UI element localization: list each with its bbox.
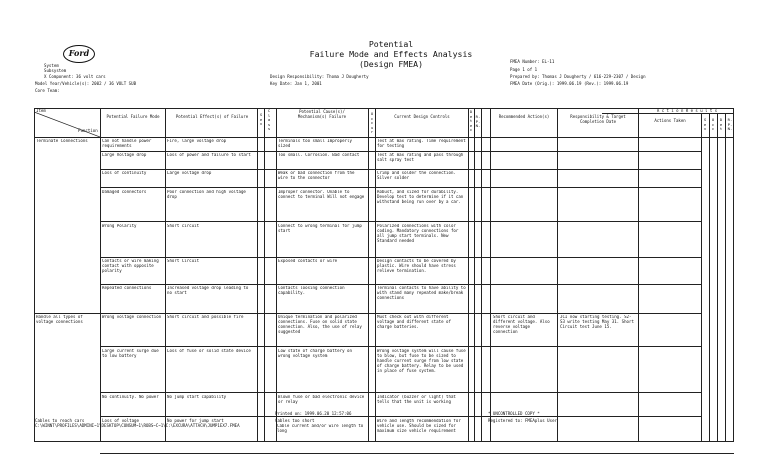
col-header-res-det: D e t bbox=[719, 117, 723, 132]
row-failure-mode: Wrong Polarity bbox=[102, 224, 137, 228]
system-label: System bbox=[44, 63, 59, 68]
row-line bbox=[100, 284, 701, 285]
col-header-res-occ: O c c bbox=[711, 117, 715, 132]
col-header-occur: O c c u r bbox=[370, 111, 374, 135]
row-cause: Blown fuse or bad electronic device or relay bbox=[278, 395, 365, 404]
ford-logo-text: Ford bbox=[68, 48, 90, 58]
row-control: Design contacts to be covered by plastic. Wire should have stress relieve termination. bbox=[377, 259, 456, 273]
registered-to: Registered to: FMEAplus User bbox=[488, 418, 558, 423]
row-failure-mode: No continuity. No power bbox=[102, 395, 159, 399]
row-control: Terminal contacts to have ability to with stand many repeated make/break connections bbox=[377, 286, 466, 300]
row-line bbox=[100, 257, 701, 258]
col-header-effects: Potential Effect(s) of Failure bbox=[175, 114, 249, 119]
col-header-failure-mode: Potential Failure Mode bbox=[106, 114, 160, 119]
row-cause: Terminals too small Improperly sized bbox=[278, 139, 352, 148]
row-cause: Unique termination and polarized connections. Fuse on solid state connection. Also, the use of relay suggested bbox=[278, 315, 362, 334]
col-header-actions-taken: Actions Taken bbox=[654, 118, 686, 123]
row-control: Must check out with different voltage and different state of charge batteries. bbox=[377, 315, 451, 329]
uncontrolled-copy: * UNCONTROLLED COPY * bbox=[488, 411, 540, 416]
row-item: Handle all types of voltage connections bbox=[36, 315, 83, 324]
row-effect: Increased voltage drop leading to no start bbox=[167, 286, 249, 295]
row-effect: Short circuit bbox=[167, 224, 200, 228]
row-cause: Low state of charge battery on wrong voltage system bbox=[278, 349, 352, 358]
overlap-wire-length: Wire and length recommendation for vehicle use. Should be sized for maximum size vehicle requirement bbox=[377, 419, 461, 433]
row-effect: Loss of fuse or solid state device bbox=[167, 349, 251, 353]
title-line-3: (Design FMEA) bbox=[358, 59, 424, 69]
row-responsibility: JCI now starting testing. S2-S3 write testing May 31. Short Circuit test June 15. bbox=[560, 315, 634, 329]
header-divider bbox=[34, 137, 734, 138]
subsystem-label: Subsystem bbox=[44, 68, 67, 73]
row-effect: Fire, large voltage drop bbox=[167, 139, 227, 143]
col-header-res-rpn: R. P. N. bbox=[727, 117, 733, 132]
row-failure-mode: Large current surge due to low battery bbox=[102, 349, 159, 358]
col-header-item: Item bbox=[36, 108, 46, 113]
row-cause: Weak or bad connection from the wire to the connector bbox=[278, 171, 355, 180]
row-line bbox=[100, 151, 701, 152]
title-line-2: Failure Mode and Effects Analysis bbox=[309, 49, 473, 59]
key-date: Key Date: Jan 1, 2001 bbox=[270, 81, 322, 86]
row-control: Polarized connections with color coding. Mandatory connections for all jump start terminals. New Standard needed bbox=[377, 224, 459, 243]
row-line bbox=[100, 169, 701, 170]
row-effect: No jump start capability bbox=[167, 395, 227, 399]
row-failure-mode: Contacts or wire making contact with opposite polarity bbox=[102, 259, 159, 273]
col-header-responsibility: Responsibility & Target Completion Date bbox=[570, 114, 626, 124]
row-line bbox=[100, 392, 701, 393]
row-failure-mode: Can not handle power requirements bbox=[102, 139, 152, 148]
col-header-detec: D e t e c bbox=[469, 109, 473, 133]
col-line bbox=[717, 113, 718, 442]
row-effect: Large voltage drop bbox=[167, 171, 212, 175]
overlap-cable-current: Cable current and/or wire length to long bbox=[277, 424, 364, 433]
row-control: Robust, and sized for durability. Develop test to determine if it can withstand being run over by a car. bbox=[377, 190, 464, 204]
col-header-class: C l a s s bbox=[267, 108, 271, 132]
row-cause: Improper connector. Unable to connect to terminal Will not engage bbox=[278, 190, 365, 199]
row-cause: Exposed contacts or wire bbox=[278, 259, 338, 263]
row-recommended-action: Short circuit and different voltage. Also reverse voltage connection bbox=[493, 315, 550, 334]
row-line bbox=[100, 187, 701, 188]
row-failure-mode: Large Voltage drop bbox=[102, 153, 147, 157]
row-control: Wrong voltage system will cause fuse to blow, but fuse to be sized to handle current surge from low state of charge battery. Relay to be used in place of fuse system. bbox=[377, 349, 466, 373]
col-header-recommended: Recommended Action(s) bbox=[498, 114, 550, 119]
row-effect: Loss of power and failure to start bbox=[167, 153, 251, 157]
col-line bbox=[709, 113, 710, 442]
row-cause: Too small. Corrosion. Bad contact bbox=[278, 153, 360, 157]
row-cause: Contacts loosing connection capability. bbox=[278, 286, 345, 295]
row-effect: Poor connection and high voltage drop bbox=[167, 190, 246, 199]
design-responsibility: Design Responsibility: Thoma J Dougherty bbox=[270, 74, 369, 79]
col-header-function: Function bbox=[78, 128, 98, 133]
row-line bbox=[34, 313, 701, 314]
row-cause: Connect to wrong terminal for jump start bbox=[278, 224, 362, 233]
file-path: C:\WINNT\PROFILES\ADMINI~1\DESKTOP\CONSUM~1\ROBS~C~1\C:\EXCURA\ATTACH\JUMP1EX7.FMEA bbox=[35, 423, 240, 428]
row-control: Indicator (buzzer or light) that tells that the unit is working bbox=[377, 395, 456, 404]
model-year-label: Model Year/Vehicle(s): 2002 / 36 VOLT SUB bbox=[35, 81, 137, 86]
page-number: Page 1 of 1 bbox=[510, 67, 538, 72]
col-header-controls: Current Design Controls bbox=[394, 114, 450, 119]
row-failure-mode: Damaged connectors bbox=[102, 190, 147, 194]
row-line bbox=[100, 416, 701, 417]
row-item: Terminate Connections bbox=[36, 139, 88, 143]
row-control: Test at max rating. Time requirement for testing bbox=[377, 139, 466, 148]
overlap-cables-short: Cables too short bbox=[275, 418, 315, 423]
col-header-causes: Potential Cause(s)/ Mechanism(s) Failure bbox=[297, 109, 347, 119]
row-effect: Short circuit and possible fire bbox=[167, 315, 244, 319]
col-line bbox=[701, 113, 702, 442]
row-line bbox=[100, 221, 701, 222]
component-label: X Component: 36 volt cars bbox=[44, 74, 106, 79]
overlap-loss-voltage: Loss of voltage bbox=[102, 418, 139, 423]
row-failure-mode: Repeated connections bbox=[102, 286, 152, 290]
row-effect: Short Circuit bbox=[167, 259, 200, 263]
col-header-action-results: A c t i o n R e s u l t s bbox=[656, 108, 718, 113]
core-team-label: Core Team: bbox=[35, 88, 60, 93]
col-header-rpn: R. P. N. bbox=[475, 114, 481, 129]
fmea-number: FMEA Number: EL-11 bbox=[510, 59, 555, 64]
row-control: Crimp and solder the connection. Silver solder bbox=[377, 171, 456, 180]
ford-logo bbox=[63, 45, 95, 63]
col-header-sev: S e v bbox=[259, 112, 263, 127]
bottom-line bbox=[100, 453, 734, 454]
row-line bbox=[100, 346, 701, 347]
row-control: Test at max rating and pass through salt spray test bbox=[377, 153, 464, 162]
col-line bbox=[725, 113, 726, 442]
printed-on: Printed on: 1999.06.20 12:57:06 bbox=[275, 411, 352, 416]
overlap-cables: Cables to reach cars bbox=[35, 418, 85, 423]
row-failure-mode: Loss of continuity bbox=[102, 171, 147, 175]
row-failure-mode: Wrong voltage connection bbox=[102, 315, 162, 319]
prepared-by: Prepared by: Thomas J Dougherty / 616-229-2307 / Design bbox=[510, 74, 646, 79]
overlap-no-power: No power for jump start bbox=[167, 418, 224, 423]
fmea-date: FMEA Date (Orig.): 1999.06.19 (Rev.): 1999.06.19 bbox=[510, 81, 629, 86]
col-header-res-sev: S e v bbox=[703, 117, 707, 132]
title-line-1: Potential bbox=[368, 39, 414, 49]
